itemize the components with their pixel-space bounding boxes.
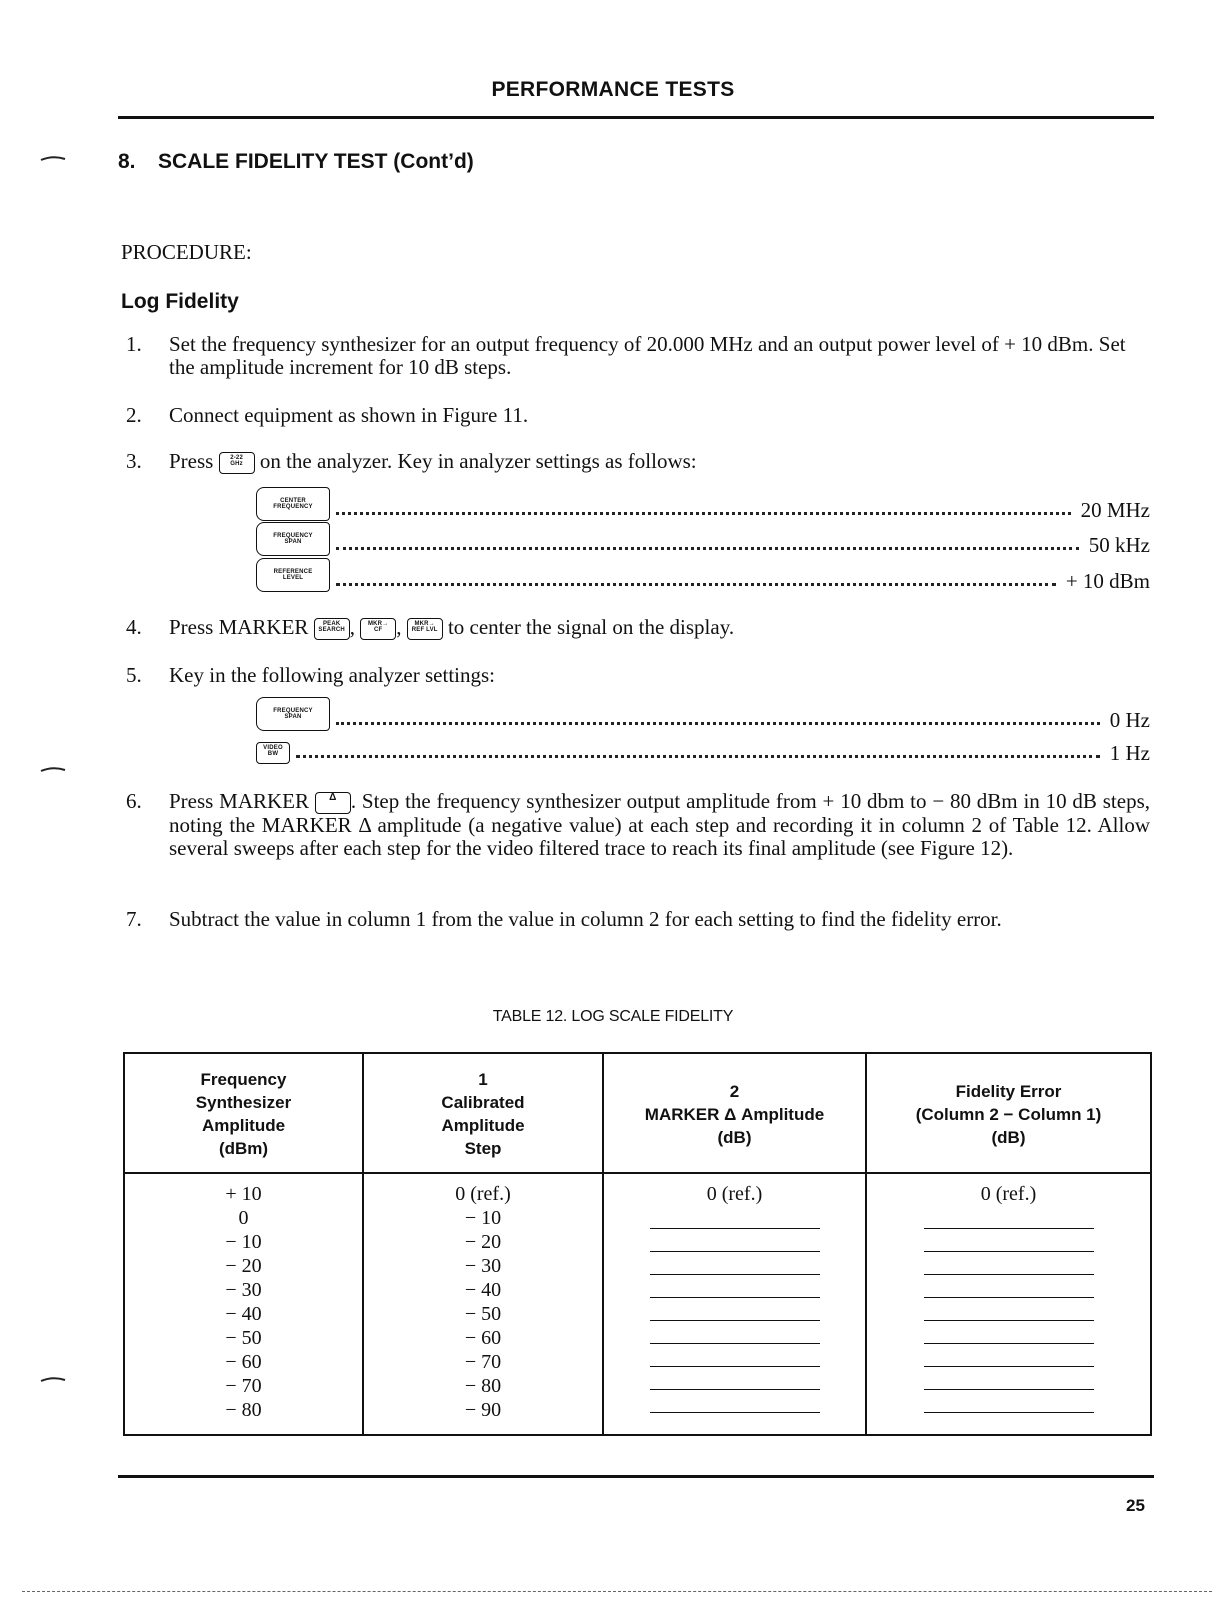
step-text: Key in the following analyzer settings: — [169, 663, 496, 687]
key-label: SEARCH — [318, 627, 345, 634]
table-cell: − 40 — [464, 1279, 502, 1301]
blank-entry-line[interactable] — [924, 1367, 1094, 1390]
step-6 — [126, 790, 1150, 860]
column-marker-delta-amplitude — [604, 1182, 865, 1413]
key-label: BW — [267, 751, 279, 757]
key-label: 2-22 — [230, 455, 243, 462]
blank-entry-line[interactable] — [650, 1275, 820, 1298]
setting-row-reference-level — [256, 558, 1150, 592]
step-number: 7. — [126, 907, 142, 931]
leader-dots — [296, 754, 1100, 758]
key-label: CENTER — [280, 498, 306, 504]
table-cell: − 20 — [464, 1231, 502, 1253]
margin-mark — [40, 155, 66, 161]
blank-entry-line[interactable] — [650, 1206, 820, 1229]
setting-value: + 10 dBm — [1065, 569, 1150, 593]
key-frequency-span[interactable] — [256, 522, 330, 556]
header-line: Fidelity Error — [955, 1081, 1062, 1101]
table-cell: − 30 — [225, 1279, 262, 1301]
step-text: Subtract the value in column 1 from the value in column 2 for each setting to find the fidelity error. — [169, 907, 1002, 931]
step-text: Set the frequency synthesizer for an output frequency of 20.000 MHz and an output power level of + 10 dBm. Set the amplitude increment for 10 dB steps. — [169, 332, 1126, 379]
step-text: Press MARKER — [169, 789, 310, 813]
header-line: 2 — [729, 1081, 740, 1101]
table-cell: − 60 — [464, 1327, 502, 1349]
table-cell: − 80 — [225, 1399, 262, 1421]
table-cell: − 70 — [464, 1351, 502, 1373]
step-number: 6. — [126, 789, 142, 813]
header-divider — [125, 1172, 1150, 1174]
blank-entry-line[interactable] — [924, 1252, 1094, 1275]
step-number: 1. — [126, 332, 142, 356]
margin-mark — [40, 1376, 66, 1382]
header-rule — [118, 116, 1154, 119]
header-line: Calibrated — [441, 1093, 525, 1112]
blank-entry-line[interactable] — [924, 1275, 1094, 1298]
key-marker-delta[interactable] — [315, 792, 351, 814]
table-cell: − 70 — [225, 1375, 262, 1397]
leader-dots — [336, 546, 1079, 550]
step-number: 4. — [126, 615, 142, 639]
procedure-label: PROCEDURE: — [121, 240, 252, 264]
blank-entry-line[interactable] — [650, 1229, 820, 1252]
step-number: 3. — [126, 449, 142, 473]
table-cell: 0 — [238, 1207, 249, 1229]
leader-dots — [336, 582, 1056, 586]
header-line: Step — [464, 1139, 502, 1158]
running-head: PERFORMANCE TESTS — [491, 78, 735, 101]
key-label: CF — [373, 627, 383, 634]
key-label: FREQUENCY — [273, 708, 313, 714]
setting-value: 0 Hz — [1109, 708, 1150, 732]
step-2 — [126, 404, 1150, 427]
header-marker-delta-amplitude — [604, 1064, 865, 1164]
step-number: 5. — [126, 663, 142, 687]
footer-rule — [118, 1475, 1154, 1478]
header-synthesizer-amplitude — [125, 1064, 362, 1164]
blank-entry-line[interactable] — [650, 1367, 820, 1390]
step-7 — [126, 908, 1150, 931]
step-text: Connect equipment as shown in Figure 11. — [169, 403, 529, 427]
table-cell: − 10 — [225, 1231, 262, 1253]
header-calibrated-step — [364, 1064, 602, 1164]
table-cell: 0 (ref.) — [980, 1183, 1037, 1205]
key-label: GHz — [230, 461, 243, 468]
setting-value: 50 kHz — [1088, 533, 1150, 557]
table-cell: + 10 — [225, 1183, 262, 1205]
header-line: Frequency — [200, 1070, 287, 1089]
key-label: PEAK — [322, 621, 341, 628]
blank-entry-line[interactable] — [650, 1344, 820, 1367]
key-label: VIDEO — [263, 745, 283, 751]
blank-entry-line[interactable] — [924, 1229, 1094, 1252]
header-line: Synthesizer — [195, 1093, 292, 1112]
key-label: LEVEL — [282, 575, 304, 581]
step-5 — [126, 664, 1150, 687]
key-peak-search[interactable] — [314, 618, 350, 640]
step-number: 2. — [126, 403, 142, 427]
setting-row-frequency-span — [256, 522, 1150, 556]
table-cell: − 80 — [464, 1375, 502, 1397]
table-cell: − 20 — [225, 1255, 262, 1277]
table-cell: − 30 — [464, 1255, 502, 1277]
setting-value: 1 Hz — [1109, 741, 1150, 765]
key-marker-to-ref-lvl[interactable] — [407, 618, 443, 640]
setting-row-frequency-span — [256, 697, 1150, 731]
page-number: 25 — [1126, 1496, 1145, 1515]
subheading: Log Fidelity — [121, 290, 239, 313]
blank-entry-line[interactable] — [924, 1344, 1094, 1367]
setting-row-center-frequency — [256, 487, 1150, 521]
separator: , — [349, 615, 355, 639]
blank-entry-line[interactable] — [924, 1321, 1094, 1344]
scan-edge-line — [22, 1591, 1212, 1592]
key-label: MKR→ — [367, 621, 389, 628]
step-text: to center the signal on the display. — [447, 615, 735, 639]
step-text: . Step the frequency synthesizer output amplitude from + 10 dbm to − 80 dBm in 10 dB steps, noting the MARKER Δ amplitude (a negative value) at each step and recording it in column 2 of Table 12. Allow several sweeps after each step for the video filtered trace to reach its final amplitude (see Figure 12). — [169, 789, 1151, 861]
table-cell: 0 (ref.) — [706, 1183, 763, 1205]
column-fidelity-error — [867, 1182, 1150, 1413]
margin-mark — [40, 766, 66, 772]
setting-row-video-bw — [256, 730, 1150, 764]
key-marker-to-cf[interactable] — [360, 618, 396, 640]
step-3 — [126, 450, 1150, 474]
table-cell: − 50 — [225, 1327, 262, 1349]
key-frequency-span[interactable] — [256, 697, 330, 731]
step-text: on the analyzer. Key in analyzer settings as follows: — [259, 449, 697, 473]
leader-dots — [336, 511, 1071, 515]
table-cell: − 60 — [225, 1351, 262, 1373]
key-label: REFERENCE — [273, 569, 313, 575]
blank-entry-line[interactable] — [650, 1298, 820, 1321]
key-label: Δ — [329, 792, 337, 804]
table-cell: − 10 — [464, 1207, 502, 1229]
header-line: Amplitude — [201, 1116, 286, 1135]
leader-dots — [336, 721, 1100, 725]
step-text: Press — [169, 449, 214, 473]
key-label: FREQUENCY — [273, 504, 313, 510]
key-label: REF LVL — [411, 627, 438, 634]
blank-entry-line[interactable] — [924, 1298, 1094, 1321]
key-video-bw[interactable] — [256, 742, 290, 764]
header-line: (dBm) — [218, 1139, 269, 1158]
header-fidelity-error — [867, 1064, 1150, 1164]
section-title-text: SCALE FIDELITY TEST (Cont’d) — [158, 150, 474, 173]
step-text: Press MARKER — [169, 615, 309, 639]
table-cell: 0 (ref.) — [455, 1183, 511, 1205]
section-title — [118, 150, 474, 174]
table-cell: − 90 — [464, 1399, 502, 1421]
blank-entry-line[interactable] — [924, 1206, 1094, 1229]
key-label: FREQUENCY — [273, 533, 313, 539]
step-1 — [126, 333, 1150, 379]
key-label: SPAN — [284, 714, 302, 720]
key-2-22-ghz[interactable] — [219, 452, 255, 474]
table-cell: − 50 — [464, 1303, 502, 1325]
step-4 — [126, 616, 1150, 640]
header-line: MARKER Δ Amplitude — [644, 1104, 825, 1124]
key-label: SPAN — [284, 539, 302, 545]
header-line: 1 — [478, 1070, 488, 1089]
header-line: (dB) — [717, 1127, 752, 1147]
setting-value: 20 MHz — [1080, 498, 1150, 522]
blank-entry-line[interactable] — [650, 1390, 820, 1413]
table-caption: TABLE 12. LOG SCALE FIDELITY — [492, 1008, 734, 1025]
separator: , — [396, 615, 402, 639]
blank-entry-line[interactable] — [650, 1321, 820, 1344]
log-scale-fidelity-table — [123, 1052, 1152, 1436]
table-cell: − 40 — [225, 1303, 262, 1325]
column-synthesizer-amplitude — [125, 1182, 362, 1422]
column-calibrated-step — [364, 1182, 602, 1422]
blank-entry-line[interactable] — [650, 1252, 820, 1275]
header-line: Amplitude — [441, 1116, 525, 1135]
key-label: MKR→ — [414, 621, 435, 628]
blank-entry-line[interactable] — [924, 1390, 1094, 1413]
header-line: (dB) — [991, 1127, 1026, 1147]
section-number: 8. — [118, 150, 136, 173]
header-line: (Column 2 − Column 1) — [915, 1104, 1102, 1124]
key-reference-level[interactable] — [256, 558, 330, 592]
key-center-frequency[interactable] — [256, 487, 330, 521]
